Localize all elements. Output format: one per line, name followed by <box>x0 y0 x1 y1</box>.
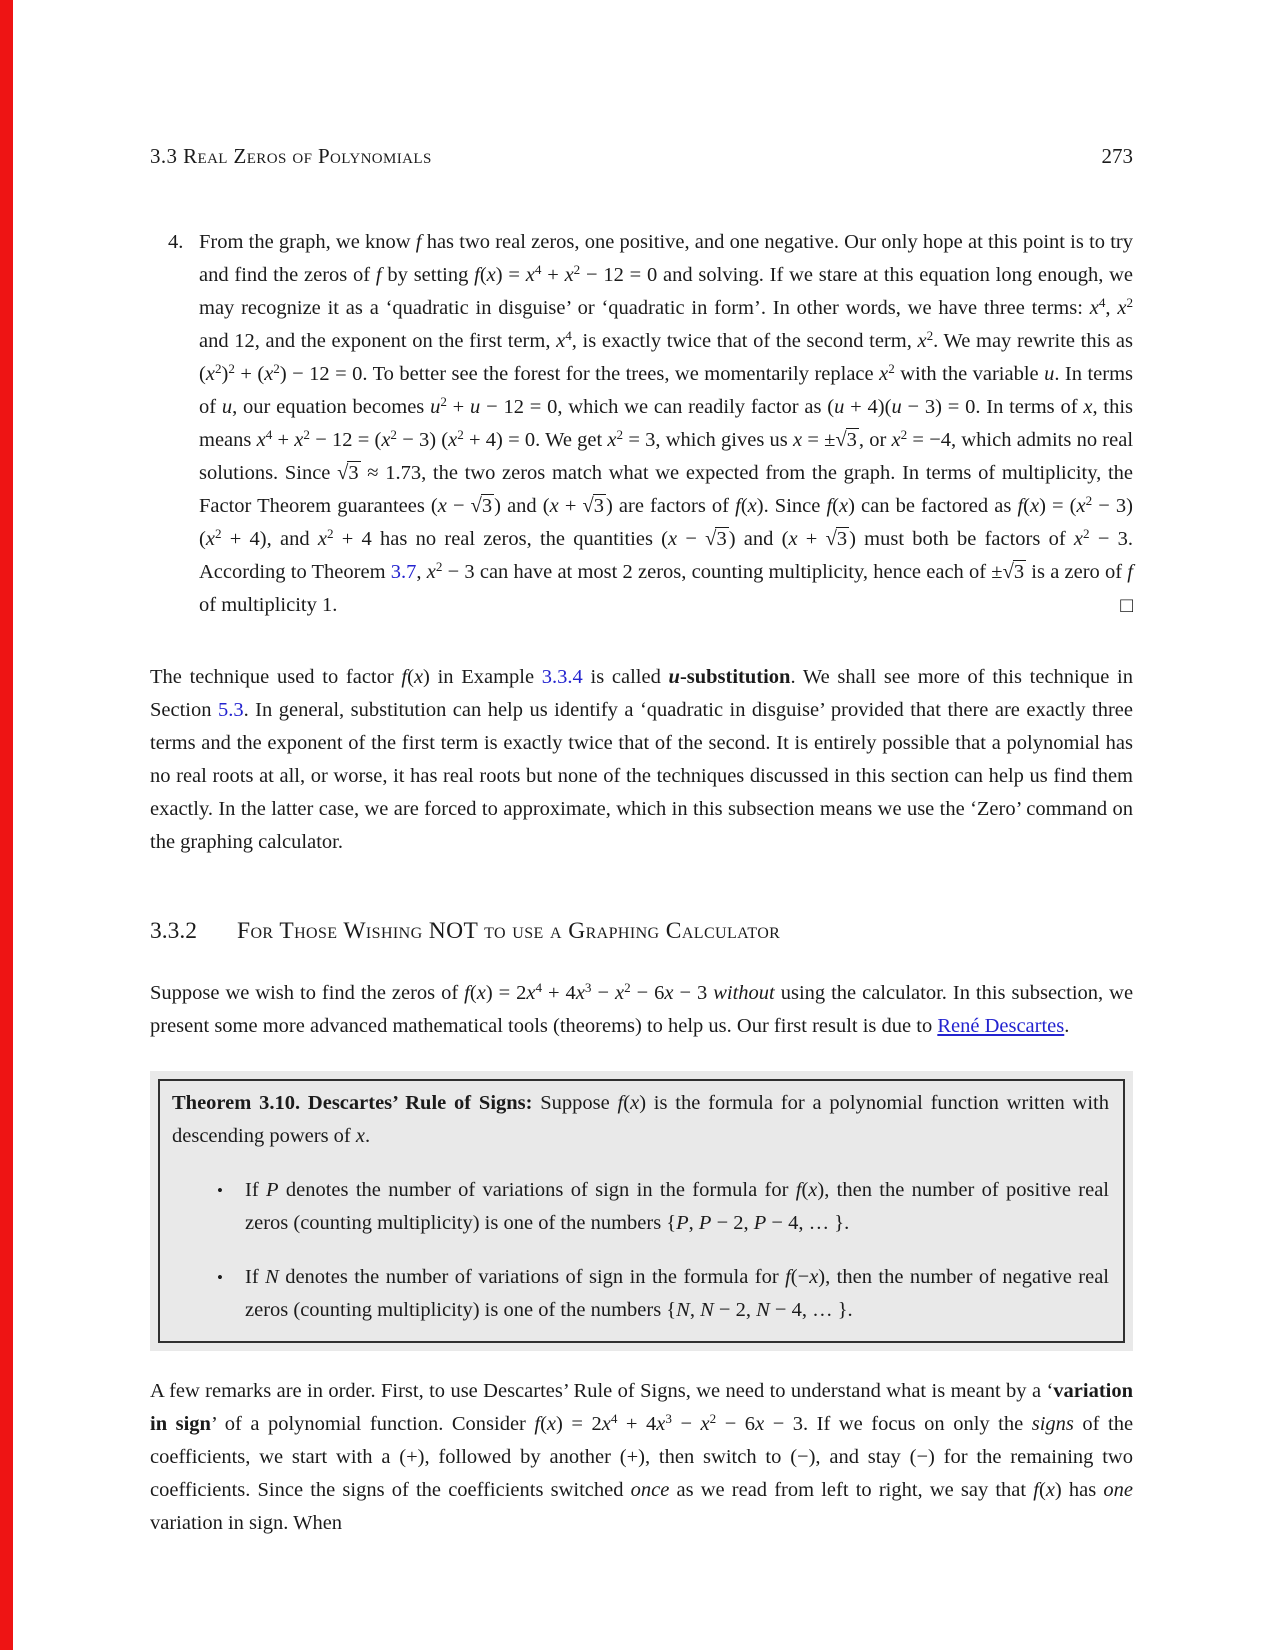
list-item-number: 4. <box>168 230 184 253</box>
cross-reference-link[interactable]: 3.3.4 <box>541 665 583 688</box>
bullet-icon: • <box>217 1180 223 1200</box>
example-item-4-text: From the graph, we know f has two real zeros, one positive, and one negative. Our only hope at this point is to try and find the zeros of f by setting $f(x) = x^4 + x^2 - 12 = 0$ and solving. If we stare at this equation long enough, we may recognize it as a ‘quadratic in disguise’ or ‘quadratic in form’. In other words, we have three terms: $x^4$, $x^2$ and 12, and the exponent on the first term, $x^4$, is exactly twice that of the second term, $x^2$. We may rewrite this as $(x^2)^2 + (x^2) - 12 = 0$. To better see the forest for the trees, we momentarily replace $x^2$ with the variable u. In terms of u, our equation becomes $u^2 + u - 12 = 0$, which we can readily factor as (u + 4)(u − 3) = 0. In terms of x, this means $x^4 + x^2 - 12 = (x^2 - 3) (x^2 + 4) = 0$. We get $x^2 = 3$, which gives us x = ±√3, or $x^2 = -4$, which admits no real solutions. Since √3 ≈ 1.73, the two zeros match what we expected from the graph. In terms of multiplicity, the Factor Theorem guarantees (x − √3) and (x + √3) are factors of f(x). Since f(x) can be factored as $f(x) = (x^2 - 3) (x^2 + 4)$, and $x^2 + 4$ has no real zeros, the quantities (x − √3) and (x + √3) must both be factors of $x^2 - 3$. According to Theorem 3.7, $x^2 - 3$ can have at most 2 zeros, counting multiplicity, hence each of ±√3 is a zero of f of multiplicity 1. □ <box>199 226 1133 623</box>
theorem-bullet-positive-text: If P denotes the number of variations of sign in the formula for f(x), then the number of positive real zeros (counting multiplicity) is one of the numbers {P, P − 2, P − 4, … }. <box>245 1178 1110 1234</box>
page-content <box>150 140 1133 1540</box>
sqrt-radical: √3 <box>705 527 727 550</box>
subsection-heading <box>150 913 1133 951</box>
theorem-bullet-negative-text: If N denotes the number of variations of sign in the formula for f(−x), then the number of negative real zeros (counting multiplicity) is one of the numbers {N, N − 2, N − 4, … }. <box>245 1265 1109 1321</box>
paragraph-descartes-intro: Suppose we wish to find the zeros of $f(x) = 2x^4 + 4x^3 - x^2 - 6x - 3$ without using the calculator. In this subsection, we present some more advanced mathematical tools (theorems) to help us. Our first result is due to René Descartes. <box>150 979 1134 1037</box>
sqrt-radical: √3 <box>470 494 493 517</box>
running-section-title: 3.3 Real Zeros of Polynomials <box>150 144 432 168</box>
cross-reference-link[interactable]: René Descartes <box>937 1014 1065 1037</box>
page-number: 273 <box>1101 144 1133 168</box>
example-item-4 <box>150 226 1133 623</box>
page-header <box>150 140 1133 174</box>
theorem-statement: Theorem 3.10. Descartes’ Rule of Signs: Suppose f(x) is the formula for a polynomial function written with descending powers of x. <box>172 1091 1109 1147</box>
sqrt-radical: √3 <box>825 527 848 550</box>
bullet-icon: • <box>217 1267 223 1287</box>
sqrt-radical: √3 <box>835 428 857 451</box>
theorem-box-frame <box>158 1079 1125 1343</box>
theorem-box <box>150 1071 1133 1351</box>
sqrt-radical: √3 <box>582 494 604 517</box>
cross-reference-link[interactable]: 3.7 <box>390 560 417 583</box>
paragraph-u-substitution: The technique used to factor f(x) in Example 3.3.4 is called u-substitution. We shall see more of this technique in Section 5.3. In general, substitution can help us identify a ‘quadratic in disguise’ provided that there are exactly three terms and the exponent of the first term is exactly twice that of the second. It is entirely possible that a polynomial has no real roots at all, or worse, it has real roots but none of the techniques discussed in this section can help us find them exactly. In the latter case, we are forced to approximate, which in this subsection means we use the ‘Zero’ command on the graphing calculator. <box>150 665 1133 853</box>
cross-reference-link[interactable]: 5.3 <box>217 698 244 721</box>
subsection-number: 3.3.2 <box>150 917 197 944</box>
subsection-title: For Those Wishing NOT to use a Graphing Calculator <box>237 917 781 944</box>
paragraph-variation-remarks: A few remarks are in order. First, to use Descartes’ Rule of Signs, we need to understand what is meant by a ‘variation in sign’ of a polynomial function. Consider $f(x) = 2x^4 + 4x^3 - x^2 - 6x - 3$. If we focus on only the signs of the coefficients, we start with a (+), followed by another (+), then switch to (−), and stay (−) for the remaining two coefficients. Since the signs of the coefficients switched once as we read from left to right, we say that f(x) has one variation in sign. When <box>150 1379 1134 1534</box>
qed-symbol: □ <box>1120 592 1133 617</box>
left-edge-red-bar <box>0 0 13 1650</box>
theorem-bullet-positive <box>172 1174 1109 1240</box>
sqrt-radical: √3 <box>337 461 359 484</box>
theorem-bullet-negative <box>172 1261 1109 1327</box>
sqrt-radical: √3 <box>1002 560 1025 583</box>
